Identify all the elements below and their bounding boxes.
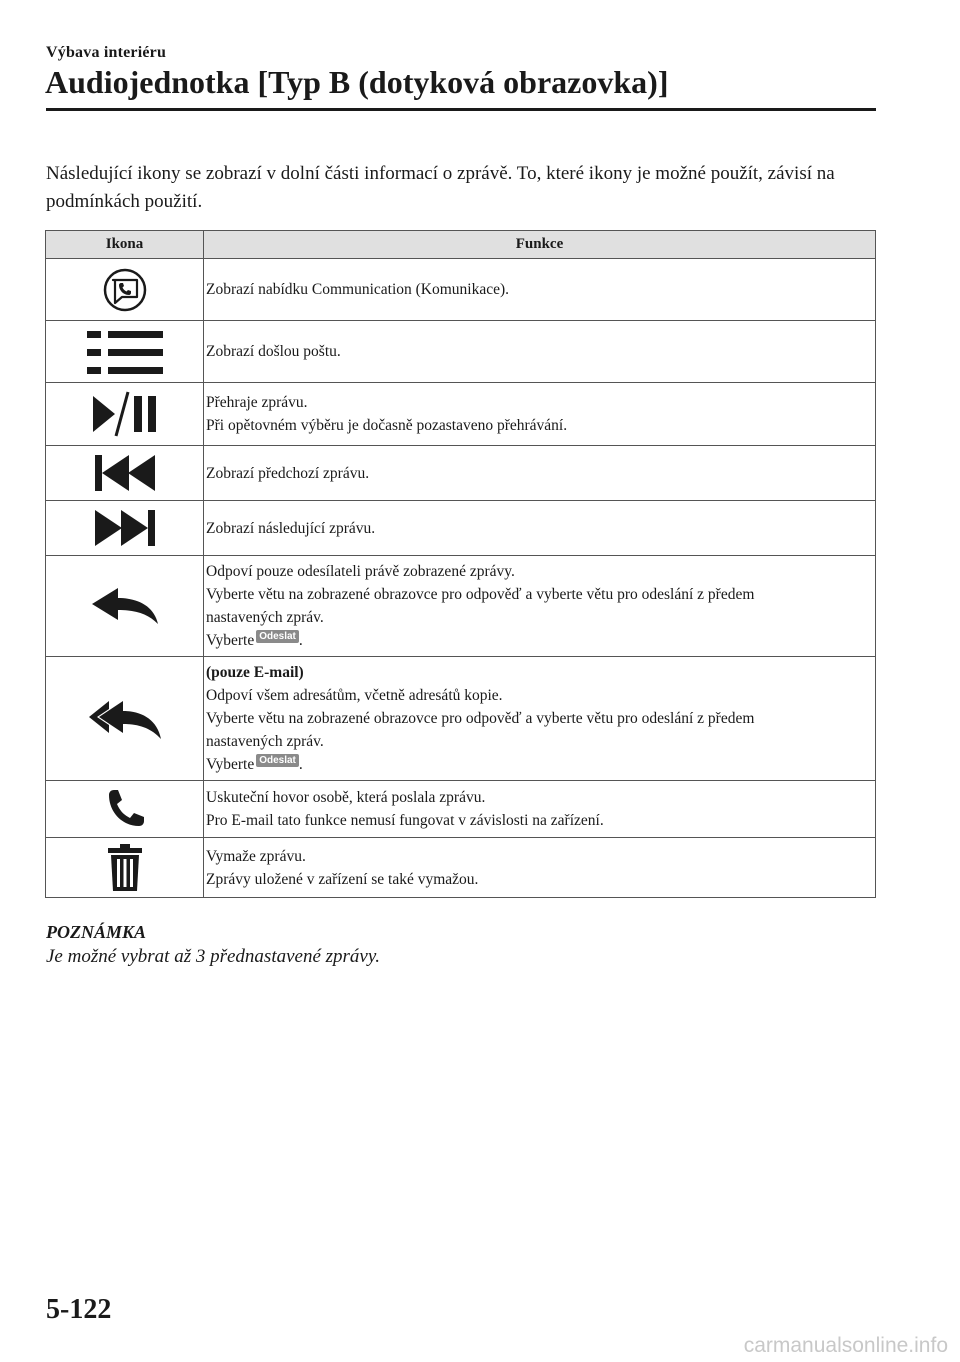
- table-row: [46, 657, 876, 781]
- phone-icon: [103, 787, 147, 831]
- odeslat-button: Odeslat: [256, 754, 299, 767]
- intro-paragraph: Následující ikony se zobrazí v dolní části informací o zprávě. To, které ikony je možné použít, závisí na podmínkách použití.: [46, 163, 835, 212]
- communication-icon: [102, 267, 148, 313]
- header-icon: Ikona: [46, 231, 204, 259]
- note-text: Je možné vybrat až 3 přednastavené zprávy.: [46, 946, 381, 967]
- function-text: Zobrazí předchozí zprávu.: [206, 464, 370, 482]
- table-row: [46, 383, 876, 446]
- section-label: Výbava interiéru: [46, 44, 167, 61]
- select-line: [206, 629, 865, 652]
- function-text: Při opětovném výběru je dočasně pozastaveno přehrávání.: [206, 417, 568, 434]
- function-text: Zprávy uložené v zařízení se také vymažou.: [206, 870, 479, 888]
- select-line: [206, 753, 865, 776]
- select-prefix: Vyberte: [206, 632, 255, 649]
- reply-all-icon: [87, 697, 163, 741]
- function-text: Pro E-mail tato funkce nemusí fungovat v závislosti na zařízení.: [206, 812, 604, 829]
- select-suffix: .: [298, 632, 303, 649]
- page-title: Audiojednotka [Typ B (dotyková obrazovka)]: [45, 64, 669, 100]
- function-text: nastavených zpráv.: [206, 609, 324, 626]
- select-suffix: .: [298, 756, 303, 773]
- function-text: Zobrazí následující zprávu.: [206, 519, 376, 537]
- table-row: [46, 321, 876, 383]
- previous-icon: [93, 453, 157, 493]
- function-text: Vymaže zprávu.: [206, 847, 306, 865]
- table-row: [46, 501, 876, 556]
- page-number: 5-122: [46, 1294, 112, 1325]
- function-text: nastavených zpráv.: [206, 733, 324, 750]
- function-text: Vyberte větu na zobrazené obrazovce pro odpověď a vyberte větu pro odeslání z předem: [206, 586, 755, 603]
- select-prefix: Vyberte: [206, 756, 255, 773]
- list-icon: [85, 327, 165, 377]
- function-text: Odpoví všem adresátům, včetně adresátů kopie.: [206, 687, 503, 704]
- trash-icon: [105, 843, 145, 893]
- table-row: [46, 259, 876, 321]
- title-rule: [46, 108, 876, 111]
- function-text: Vyberte větu na zobrazené obrazovce pro odpověď a vyberte větu pro odeslání z předem: [206, 710, 755, 727]
- table-row: [46, 446, 876, 501]
- watermark: carmanualsonline.info: [743, 1334, 948, 1357]
- table-row: [46, 838, 876, 898]
- table-row: [46, 556, 876, 657]
- reply-icon: [90, 586, 160, 626]
- function-text: Zobrazí nabídku Communication (Komunikace).: [206, 281, 510, 298]
- note-heading: POZNÁMKA: [46, 922, 147, 942]
- icon-function-table: [45, 230, 876, 898]
- function-text: Odpoví pouze odesílateli právě zobrazené zprávy.: [206, 563, 515, 580]
- email-only-label: (pouze E-mail): [206, 664, 304, 681]
- play-pause-icon: [90, 390, 160, 438]
- next-icon: [93, 508, 157, 548]
- function-text: Přehraje zprávu.: [206, 394, 308, 411]
- header-function: Funkce: [204, 231, 876, 259]
- function-text: Uskuteční hovor osobě, která poslala zprávu.: [206, 789, 486, 806]
- function-text: Zobrazí došlou poštu.: [206, 343, 341, 360]
- table-row: [46, 781, 876, 838]
- odeslat-button: Odeslat: [256, 630, 299, 643]
- table-header-row: [46, 231, 876, 259]
